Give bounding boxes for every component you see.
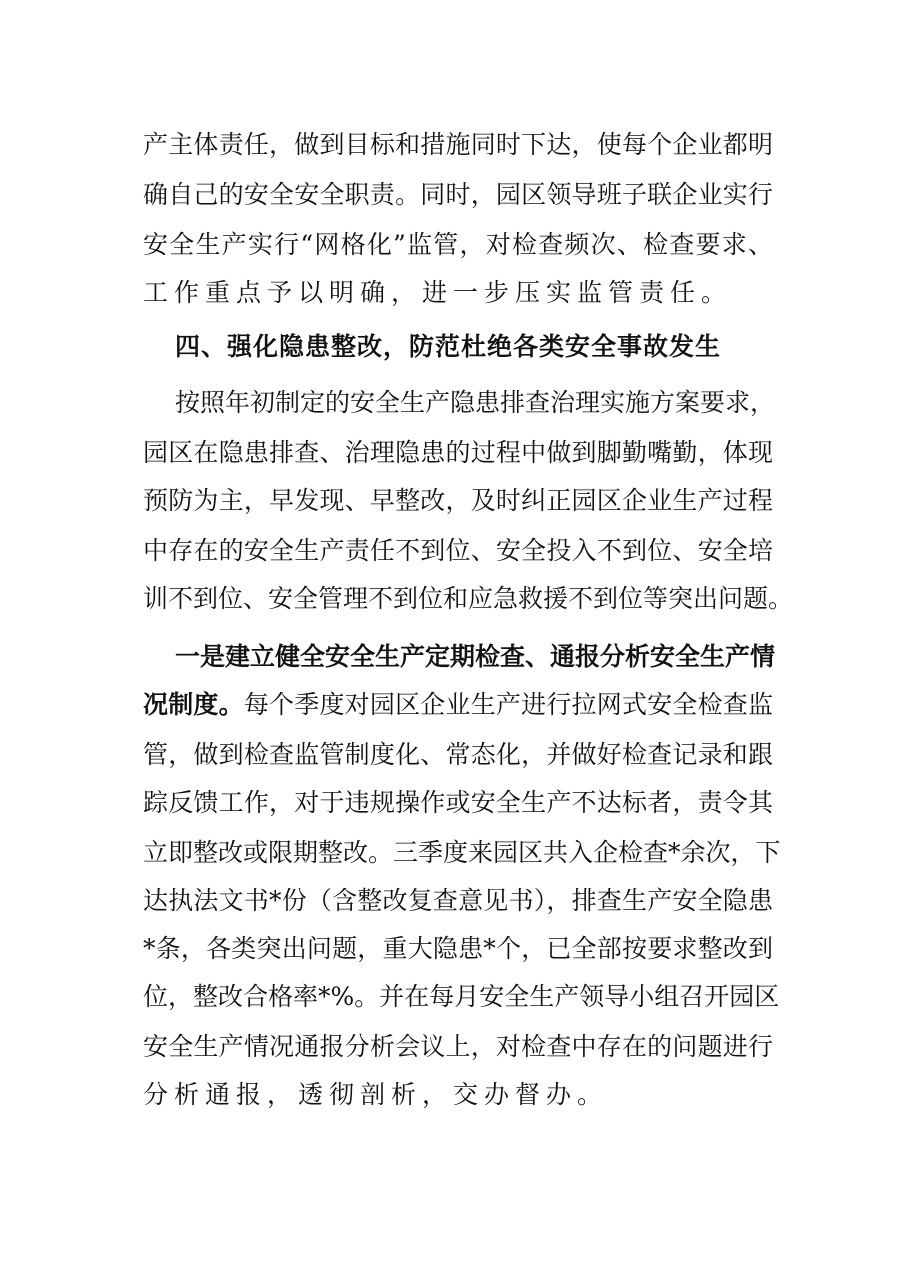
paragraph-1-line-2: 确自己的安全安全职责。同时，园区领导班子联企业实行 [143, 180, 773, 209]
section-heading: 四、强化隐患整改，防范杜绝各类安全事故发生 [175, 332, 722, 361]
paragraph-3-line-6: 达执法文书*份（含整改复查意见书），排查生产安全隐患 [143, 886, 773, 915]
paragraph-3-line-3: 管，做到检查监管制度化、常态化，并做好检查记录和跟 [143, 740, 773, 769]
paragraph-2-line-5: 训不到位、安全管理不到位和应急救援不到位等突出问题。 [143, 584, 794, 613]
paragraph-3-line-5: 立即整改或限期整改。三季度来园区共入企检查*余次，下 [143, 838, 781, 867]
paragraph-3-line-2 [143, 682, 773, 728]
paragraph-2-line-1: 按照年初制定的安全生产隐患排查治理实施方案要求， [175, 388, 776, 417]
paragraph-3-line-2-rest: 每个季度对园区企业生产进行拉网式安全检查监 [243, 690, 773, 719]
paragraph-3-line-9: 安全生产情况通报分析会议上，对检查中存在的问题进行 [143, 1032, 773, 1061]
paragraph-2-line-4: 中存在的安全生产责任不到位、安全投入不到位、安全培 [143, 536, 773, 565]
paragraph-2-line-2: 园区在隐患排查、治理隐患的过程中做到脚勤嘴勤，体现 [143, 438, 773, 467]
paragraph-3-bold-lead: 况制度。 [143, 690, 244, 719]
paragraph-3-line-7: *条，各类突出问题，重大隐患*个，已全部按要求整改到 [143, 934, 773, 963]
paragraph-1-line-3: 安全生产实行“网格化”监管，对检查频次、检查要求、 [143, 230, 773, 259]
paragraph-2-line-3: 预防为主，早发现、早整改，及时纠正园区企业生产过程 [143, 486, 773, 515]
paragraph-1-line-1: 产主体责任，做到目标和措施同时下达，使每个企业都明 [143, 130, 773, 159]
paragraph-3-line-8: 位，整改合格率*%。并在每月安全生产领导小组召开园区 [143, 982, 780, 1011]
paragraph-1-line-4: 工作重点予以明确，进一步压实监管责任。 [143, 278, 733, 307]
paragraph-3-line-10: 分析通报，透彻剖析，交办督办。 [143, 1080, 609, 1109]
paragraph-3-line-4: 踪反馈工作，对于违规操作或安全生产不达标者，责令其 [143, 788, 773, 817]
paragraph-3-bold-line-1: 一是建立健全安全生产定期检查、通报分析安全生产情 [175, 642, 776, 671]
